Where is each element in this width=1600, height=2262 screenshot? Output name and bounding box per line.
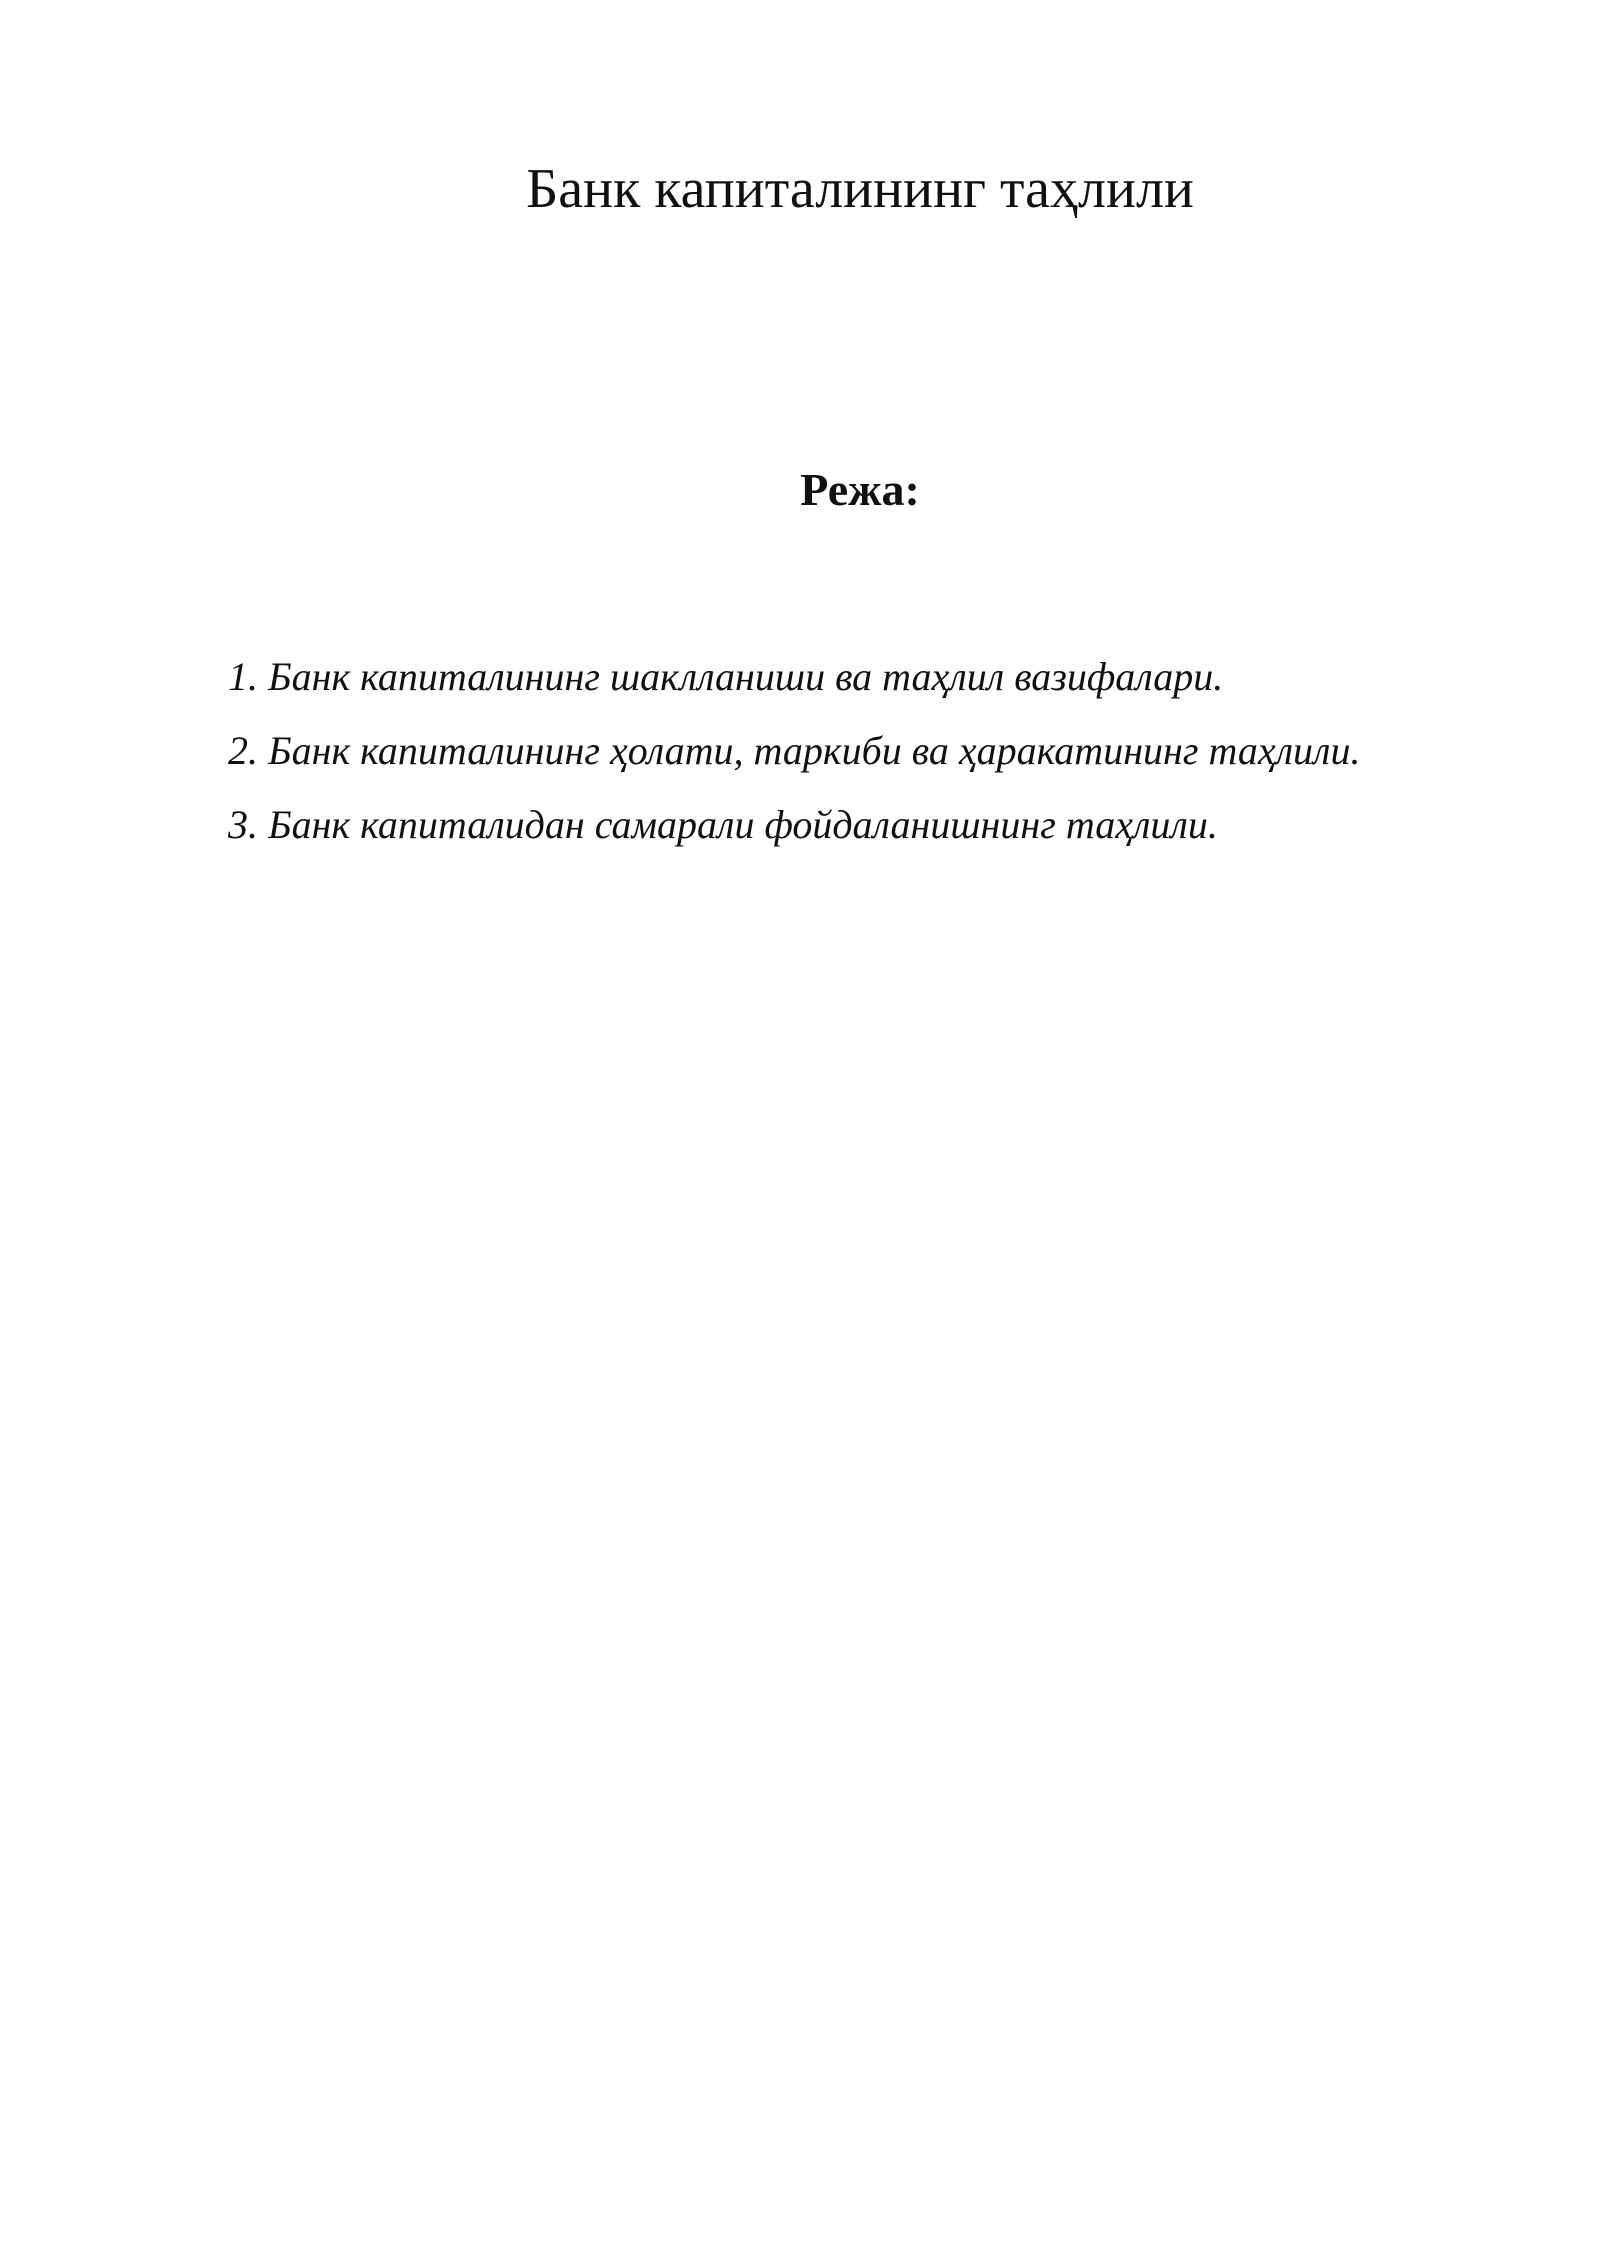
plan-item-3: 3. Банк капиталидан самарали фойдаланишнинг таҳлили. [228,802,1218,847]
plan-item-2: 2. Банк капиталининг ҳолати, таркиби ва ҳаракатининг таҳлили. [228,728,1361,773]
plan-list [228,640,1361,862]
document-title: Банк капиталининг таҳлили [526,158,1194,220]
plan-item-1: 1. Банк капиталининг шаклланиши ва таҳлил вазифалари. [228,654,1224,699]
plan-heading: Режа: [800,464,920,515]
